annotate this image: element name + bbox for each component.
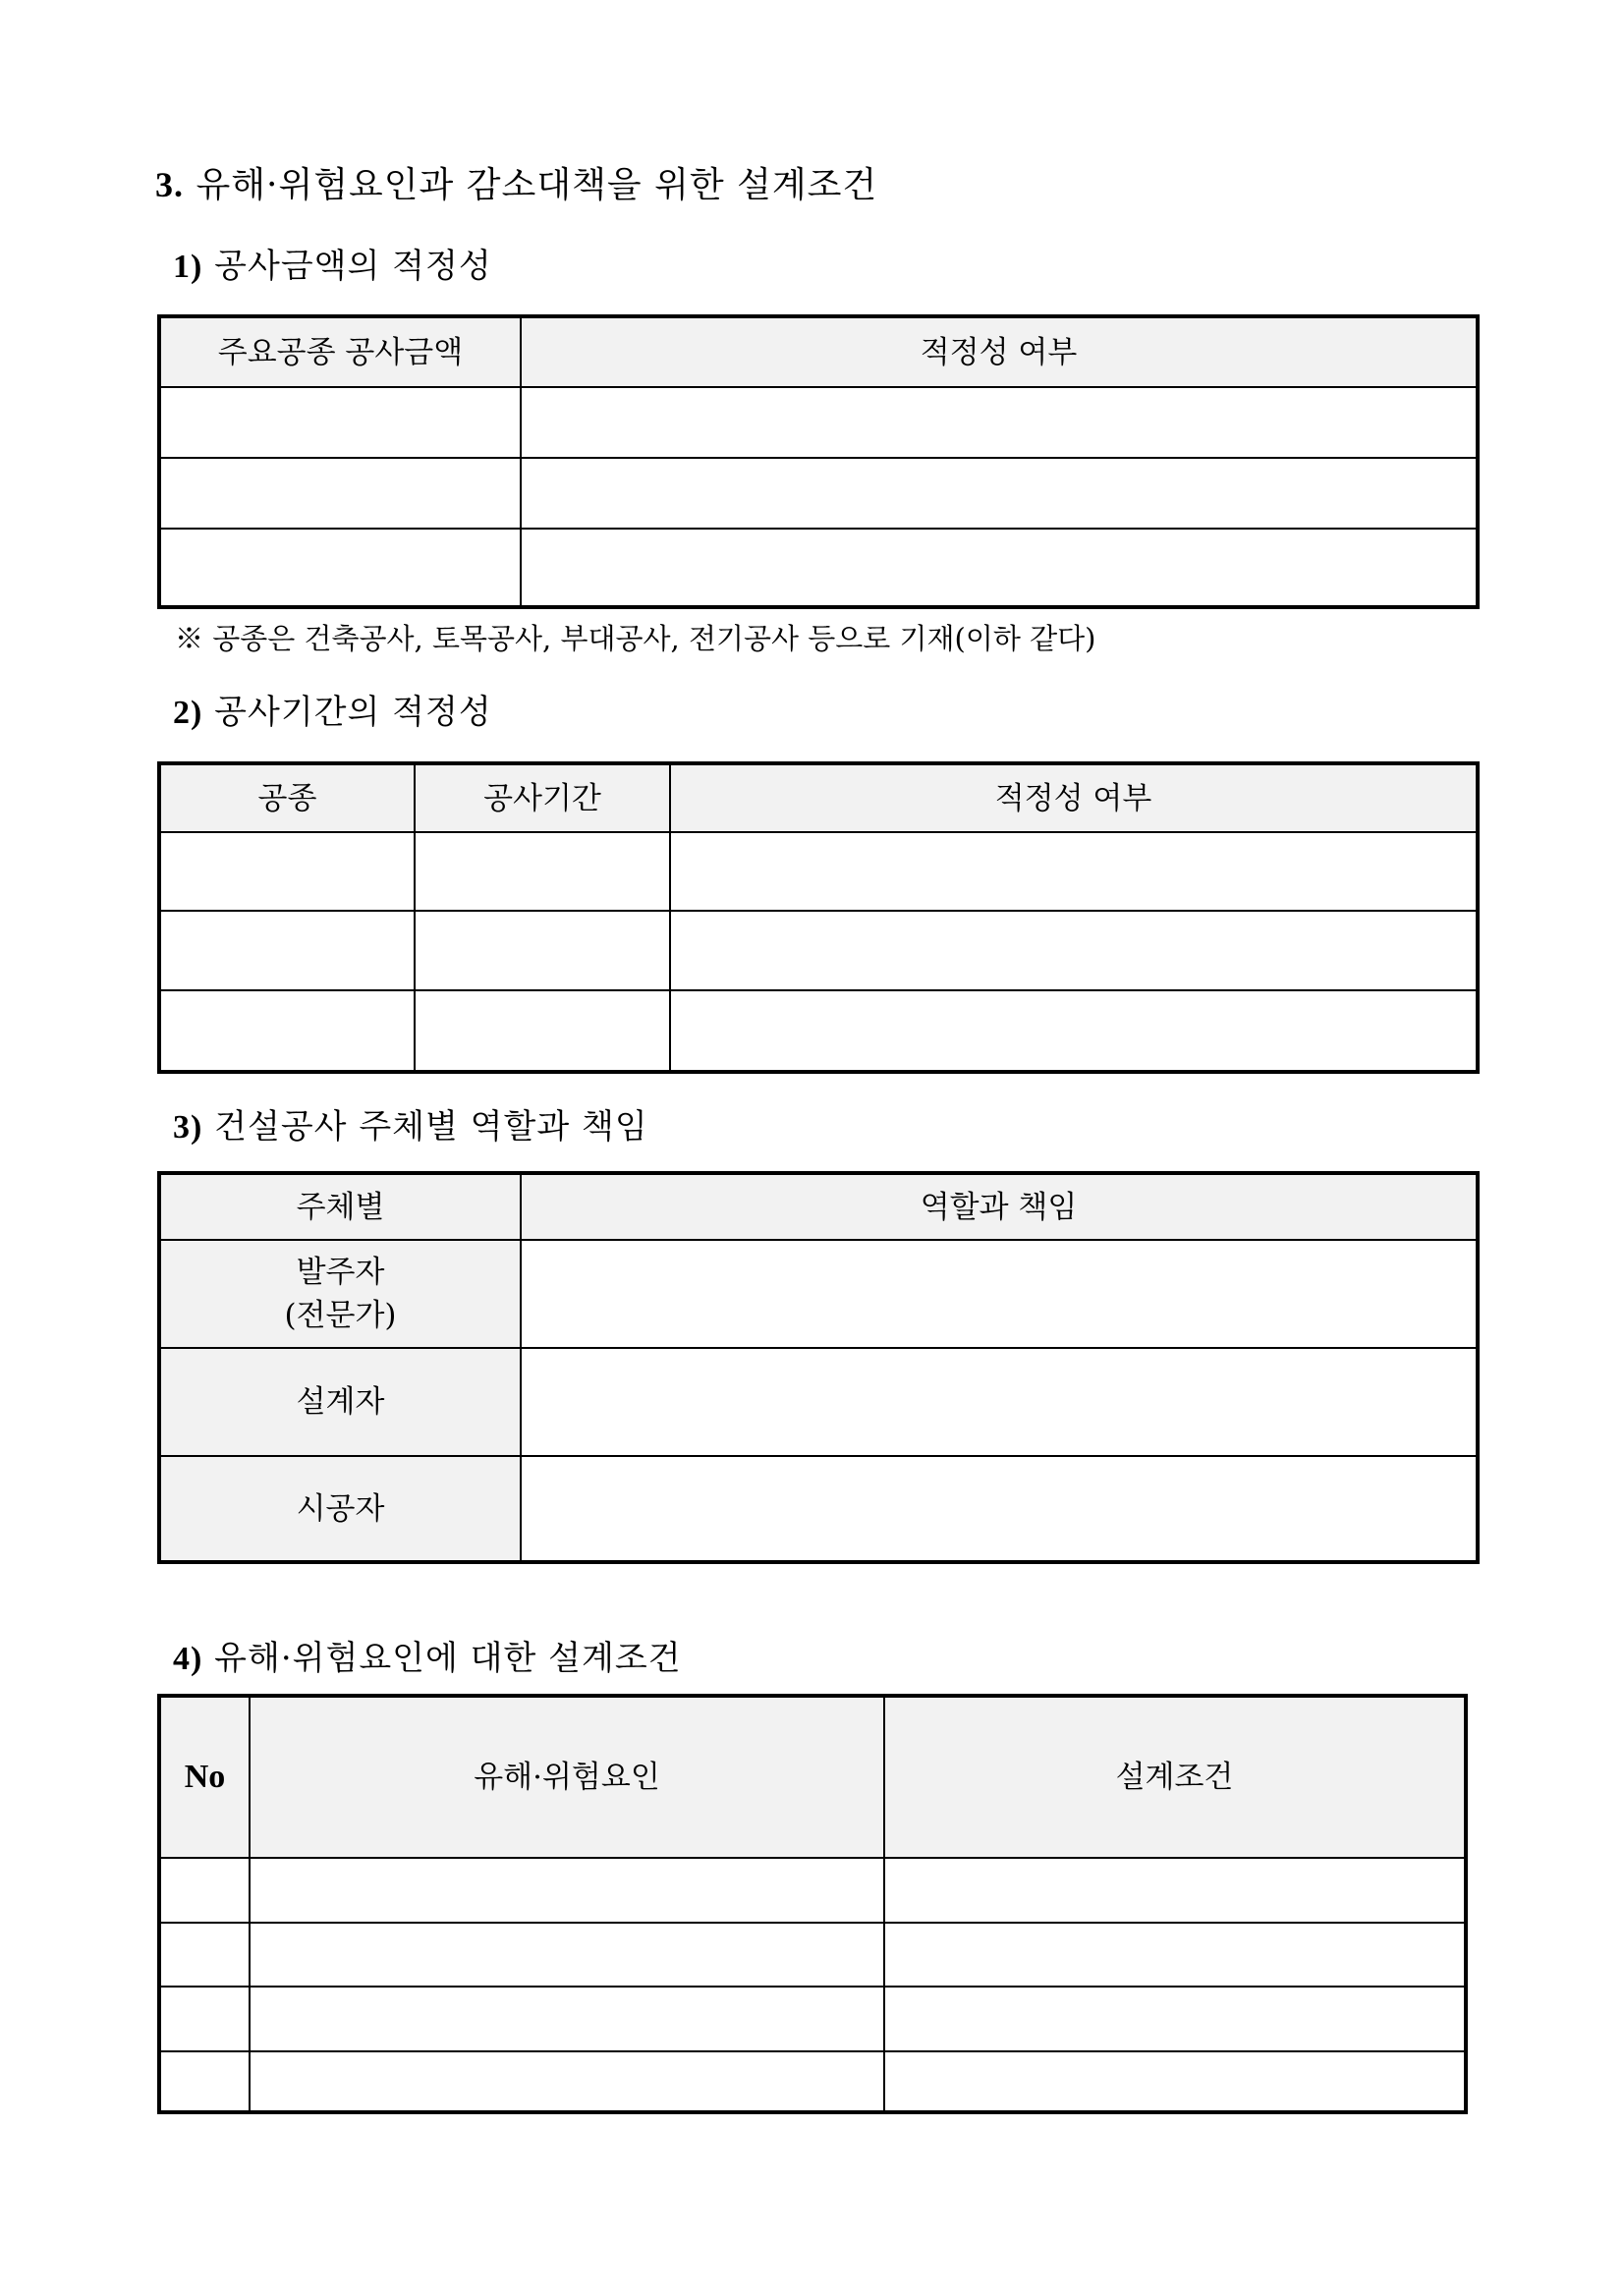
column-header: 공사기간 [415, 763, 670, 832]
subsection-2-heading [173, 685, 492, 733]
table-cell[interactable] [250, 1923, 884, 1987]
table-cell[interactable] [415, 990, 670, 1072]
table-cell[interactable] [521, 1240, 1478, 1348]
section-number: 3. [155, 165, 184, 204]
duration-adequacy-table [157, 761, 1480, 1074]
table-cell[interactable] [884, 1858, 1466, 1923]
column-header: 공종 [159, 763, 415, 832]
subsection-number: 2) [173, 695, 203, 731]
table-row [159, 1858, 1466, 1923]
cost-adequacy-table [157, 314, 1480, 609]
table-row [159, 1240, 1478, 1348]
table-cell[interactable] [884, 1923, 1466, 1987]
entity-label-designer: 설계자 [159, 1348, 521, 1456]
table-cell[interactable] [159, 458, 521, 529]
table-row [159, 1987, 1466, 2051]
subsection-title: 유해·위험요인에 대한 설계조건 [214, 1639, 682, 1678]
table-row [159, 990, 1478, 1072]
table-cell[interactable] [159, 529, 521, 607]
table-row [159, 2051, 1466, 2112]
subsection-3-heading [173, 1099, 648, 1148]
subsection-1-heading [173, 239, 492, 287]
section-heading [155, 157, 877, 207]
table-cell[interactable] [521, 387, 1478, 458]
table-cell[interactable] [159, 387, 521, 458]
table-footnote: ※ 공종은 건축공사, 토목공사, 부대공사, 전기공사 등으로 기재(이하 같다) [175, 622, 1096, 655]
table-cell[interactable] [884, 1987, 1466, 2051]
table-cell[interactable] [159, 832, 415, 911]
table-cell[interactable] [521, 1348, 1478, 1456]
subsection-number: 4) [173, 1641, 203, 1677]
table-cell[interactable] [670, 990, 1478, 1072]
subsection-title: 공사금액의 적정성 [214, 247, 492, 286]
table-row [159, 458, 1478, 529]
table-header-row [159, 1173, 1478, 1240]
table-cell[interactable] [159, 1858, 250, 1923]
table-cell[interactable] [415, 911, 670, 990]
roles-responsibilities-table [157, 1171, 1480, 1564]
table-cell[interactable] [250, 1858, 884, 1923]
table-cell[interactable] [415, 832, 670, 911]
column-header: 적정성 여부 [670, 763, 1478, 832]
table-cell[interactable] [159, 911, 415, 990]
column-header: 유해·위험요인 [250, 1696, 884, 1858]
subsection-title: 공사기간의 적정성 [214, 693, 492, 732]
table-cell[interactable] [670, 832, 1478, 911]
subsection-4-heading [173, 1631, 682, 1679]
hazard-design-conditions-table [157, 1694, 1468, 2114]
column-header: 주요공종 공사금액 [159, 316, 521, 387]
table-cell[interactable] [250, 2051, 884, 2112]
table-cell[interactable] [670, 911, 1478, 990]
column-header: 역할과 책임 [521, 1173, 1478, 1240]
table-row [159, 911, 1478, 990]
table-header-row [159, 1696, 1466, 1858]
entity-name: 발주자 [296, 1255, 385, 1290]
table-cell[interactable] [250, 1987, 884, 2051]
column-header: 설계조건 [884, 1696, 1466, 1858]
entity-qualifier: (전문가) [284, 1298, 397, 1333]
subsection-number: 1) [173, 249, 203, 285]
entity-label-contractor: 시공자 [159, 1456, 521, 1562]
table-cell[interactable] [521, 458, 1478, 529]
entity-label-client [159, 1240, 521, 1348]
table-cell[interactable] [159, 2051, 250, 2112]
subsection-number: 3) [173, 1109, 203, 1146]
table-row [159, 832, 1478, 911]
table-cell[interactable] [521, 1456, 1478, 1562]
table-cell[interactable] [159, 1987, 250, 2051]
table-row [159, 1456, 1478, 1562]
table-header-row [159, 763, 1478, 832]
table-row [159, 529, 1478, 607]
section-title: 유해·위험요인과 감소대책을 위한 설계조건 [196, 165, 878, 205]
column-header: 주체별 [159, 1173, 521, 1240]
column-header: No [159, 1696, 250, 1858]
subsection-title: 건설공사 주체별 역할과 책임 [214, 1107, 648, 1147]
table-cell[interactable] [159, 990, 415, 1072]
table-row [159, 387, 1478, 458]
table-cell[interactable] [521, 529, 1478, 607]
table-row [159, 1348, 1478, 1456]
table-cell[interactable] [884, 2051, 1466, 2112]
table-header-row [159, 316, 1478, 387]
table-cell[interactable] [159, 1923, 250, 1987]
column-header: 적정성 여부 [521, 316, 1478, 387]
table-row [159, 1923, 1466, 1987]
